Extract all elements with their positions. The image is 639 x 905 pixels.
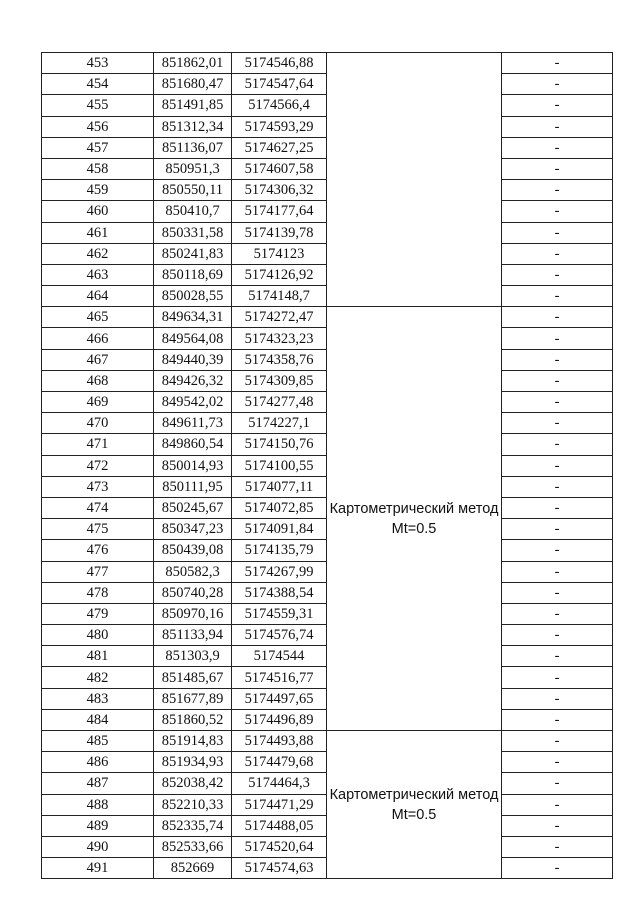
note-cell: - <box>502 53 613 74</box>
note-cell: - <box>502 667 613 688</box>
note-cell: - <box>502 158 613 179</box>
table-row <box>42 53 613 74</box>
y-coordinate-cell: 5174471,29 <box>232 794 327 815</box>
y-coordinate-cell: 5174277,48 <box>232 392 327 413</box>
y-coordinate-cell: 5174544 <box>232 646 327 667</box>
note-cell: - <box>502 603 613 624</box>
method-cell <box>327 731 502 879</box>
y-coordinate-cell: 5174123 <box>232 243 327 264</box>
point-number-cell: 478 <box>42 582 154 603</box>
point-number-cell: 454 <box>42 74 154 95</box>
y-coordinate-cell: 5174177,64 <box>232 201 327 222</box>
note-cell: - <box>502 180 613 201</box>
point-number-cell: 479 <box>42 603 154 624</box>
note-cell: - <box>502 201 613 222</box>
x-coordinate-cell: 850118,69 <box>154 264 232 285</box>
point-number-cell: 481 <box>42 646 154 667</box>
point-number-cell: 480 <box>42 625 154 646</box>
x-coordinate-cell: 851312,34 <box>154 116 232 137</box>
y-coordinate-cell: 5174077,11 <box>232 476 327 497</box>
y-coordinate-cell: 5174479,68 <box>232 752 327 773</box>
x-coordinate-cell: 850582,3 <box>154 561 232 582</box>
x-coordinate-cell: 849611,73 <box>154 413 232 434</box>
point-number-cell: 483 <box>42 688 154 709</box>
x-coordinate-cell: 849860,54 <box>154 434 232 455</box>
x-coordinate-cell: 851862,01 <box>154 53 232 74</box>
y-coordinate-cell: 5174072,85 <box>232 497 327 518</box>
point-number-cell: 467 <box>42 349 154 370</box>
note-cell: - <box>502 582 613 603</box>
note-cell: - <box>502 434 613 455</box>
note-cell: - <box>502 95 613 116</box>
y-coordinate-cell: 5174135,79 <box>232 540 327 561</box>
note-cell: - <box>502 709 613 730</box>
point-number-cell: 465 <box>42 307 154 328</box>
note-cell: - <box>502 243 613 264</box>
point-number-cell: 469 <box>42 392 154 413</box>
y-coordinate-cell: 5174566,4 <box>232 95 327 116</box>
y-coordinate-cell: 5174593,29 <box>232 116 327 137</box>
y-coordinate-cell: 5174267,99 <box>232 561 327 582</box>
point-number-cell: 457 <box>42 137 154 158</box>
point-number-cell: 484 <box>42 709 154 730</box>
note-cell: - <box>502 455 613 476</box>
point-number-cell: 487 <box>42 773 154 794</box>
note-cell: - <box>502 370 613 391</box>
point-number-cell: 490 <box>42 836 154 857</box>
note-cell: - <box>502 561 613 582</box>
y-coordinate-cell: 5174464,3 <box>232 773 327 794</box>
x-coordinate-cell: 849542,02 <box>154 392 232 413</box>
y-coordinate-cell: 5174559,31 <box>232 603 327 624</box>
note-cell: - <box>502 752 613 773</box>
y-coordinate-cell: 5174126,92 <box>232 264 327 285</box>
method-name: Картометрический метод <box>329 500 499 517</box>
y-coordinate-cell: 5174493,88 <box>232 731 327 752</box>
y-coordinate-cell: 5174574,63 <box>232 858 327 879</box>
x-coordinate-cell: 850951,3 <box>154 158 232 179</box>
point-number-cell: 455 <box>42 95 154 116</box>
method-name: Картометрический метод <box>329 786 499 803</box>
note-cell: - <box>502 815 613 836</box>
point-number-cell: 491 <box>42 858 154 879</box>
x-coordinate-cell: 851680,47 <box>154 74 232 95</box>
x-coordinate-cell: 851485,67 <box>154 667 232 688</box>
y-coordinate-cell: 5174150,76 <box>232 434 327 455</box>
note-cell: - <box>502 116 613 137</box>
point-number-cell: 485 <box>42 731 154 752</box>
y-coordinate-cell: 5174607,58 <box>232 158 327 179</box>
x-coordinate-cell: 851136,07 <box>154 137 232 158</box>
point-number-cell: 488 <box>42 794 154 815</box>
y-coordinate-cell: 5174309,85 <box>232 370 327 391</box>
note-cell: - <box>502 264 613 285</box>
note-cell: - <box>502 836 613 857</box>
x-coordinate-cell: 851133,94 <box>154 625 232 646</box>
x-coordinate-cell: 850014,93 <box>154 455 232 476</box>
note-cell: - <box>502 731 613 752</box>
x-coordinate-cell: 852038,42 <box>154 773 232 794</box>
y-coordinate-cell: 5174516,77 <box>232 667 327 688</box>
note-cell: - <box>502 137 613 158</box>
point-number-cell: 458 <box>42 158 154 179</box>
x-coordinate-cell: 850241,83 <box>154 243 232 264</box>
note-cell: - <box>502 413 613 434</box>
note-cell: - <box>502 519 613 540</box>
x-coordinate-cell: 849634,31 <box>154 307 232 328</box>
point-number-cell: 456 <box>42 116 154 137</box>
method-cell <box>327 53 502 307</box>
x-coordinate-cell: 850347,23 <box>154 519 232 540</box>
point-number-cell: 471 <box>42 434 154 455</box>
y-coordinate-cell: 5174520,64 <box>232 836 327 857</box>
x-coordinate-cell: 852335,74 <box>154 815 232 836</box>
x-coordinate-cell: 850550,11 <box>154 180 232 201</box>
x-coordinate-cell: 849564,08 <box>154 328 232 349</box>
x-coordinate-cell: 850439,08 <box>154 540 232 561</box>
y-coordinate-cell: 5174323,23 <box>232 328 327 349</box>
x-coordinate-cell: 850245,67 <box>154 497 232 518</box>
point-number-cell: 460 <box>42 201 154 222</box>
x-coordinate-cell: 850740,28 <box>154 582 232 603</box>
point-number-cell: 475 <box>42 519 154 540</box>
table-row <box>42 307 613 328</box>
point-number-cell: 453 <box>42 53 154 74</box>
y-coordinate-cell: 5174306,32 <box>232 180 327 201</box>
note-cell: - <box>502 328 613 349</box>
x-coordinate-cell: 852669 <box>154 858 232 879</box>
y-coordinate-cell: 5174576,74 <box>232 625 327 646</box>
note-cell: - <box>502 392 613 413</box>
x-coordinate-cell: 850028,55 <box>154 286 232 307</box>
y-coordinate-cell: 5174546,88 <box>232 53 327 74</box>
point-number-cell: 466 <box>42 328 154 349</box>
x-coordinate-cell: 851677,89 <box>154 688 232 709</box>
point-number-cell: 473 <box>42 476 154 497</box>
x-coordinate-cell: 852210,33 <box>154 794 232 815</box>
method-cell <box>327 307 502 731</box>
point-number-cell: 464 <box>42 286 154 307</box>
point-number-cell: 476 <box>42 540 154 561</box>
point-number-cell: 459 <box>42 180 154 201</box>
note-cell: - <box>502 307 613 328</box>
point-number-cell: 463 <box>42 264 154 285</box>
point-number-cell: 470 <box>42 413 154 434</box>
y-coordinate-cell: 5174100,55 <box>232 455 327 476</box>
note-cell: - <box>502 688 613 709</box>
y-coordinate-cell: 5174358,76 <box>232 349 327 370</box>
y-coordinate-cell: 5174497,65 <box>232 688 327 709</box>
y-coordinate-cell: 5174547,64 <box>232 74 327 95</box>
point-number-cell: 489 <box>42 815 154 836</box>
y-coordinate-cell: 5174627,25 <box>232 137 327 158</box>
table-row <box>42 731 613 752</box>
point-number-cell: 472 <box>42 455 154 476</box>
point-number-cell: 486 <box>42 752 154 773</box>
x-coordinate-cell: 850111,95 <box>154 476 232 497</box>
y-coordinate-cell: 5174496,89 <box>232 709 327 730</box>
point-number-cell: 468 <box>42 370 154 391</box>
method-accuracy: Mt=0.5 <box>391 806 437 823</box>
point-number-cell: 477 <box>42 561 154 582</box>
note-cell: - <box>502 773 613 794</box>
note-cell: - <box>502 497 613 518</box>
x-coordinate-cell: 851303,9 <box>154 646 232 667</box>
note-cell: - <box>502 646 613 667</box>
point-number-cell: 482 <box>42 667 154 688</box>
y-coordinate-cell: 5174148,7 <box>232 286 327 307</box>
point-number-cell: 461 <box>42 222 154 243</box>
note-cell: - <box>502 349 613 370</box>
x-coordinate-cell: 851860,52 <box>154 709 232 730</box>
note-cell: - <box>502 286 613 307</box>
x-coordinate-cell: 851914,83 <box>154 731 232 752</box>
note-cell: - <box>502 476 613 497</box>
note-cell: - <box>502 858 613 879</box>
y-coordinate-cell: 5174488,05 <box>232 815 327 836</box>
y-coordinate-cell: 5174272,47 <box>232 307 327 328</box>
point-number-cell: 474 <box>42 497 154 518</box>
y-coordinate-cell: 5174139,78 <box>232 222 327 243</box>
note-cell: - <box>502 222 613 243</box>
point-number-cell: 462 <box>42 243 154 264</box>
y-coordinate-cell: 5174227,1 <box>232 413 327 434</box>
note-cell: - <box>502 74 613 95</box>
x-coordinate-cell: 851491,85 <box>154 95 232 116</box>
note-cell: - <box>502 625 613 646</box>
note-cell: - <box>502 794 613 815</box>
y-coordinate-cell: 5174388,54 <box>232 582 327 603</box>
note-cell: - <box>502 540 613 561</box>
x-coordinate-cell: 849440,39 <box>154 349 232 370</box>
y-coordinate-cell: 5174091,84 <box>232 519 327 540</box>
x-coordinate-cell: 850410,7 <box>154 201 232 222</box>
x-coordinate-cell: 849426,32 <box>154 370 232 391</box>
x-coordinate-cell: 852533,66 <box>154 836 232 857</box>
x-coordinate-cell: 850331,58 <box>154 222 232 243</box>
x-coordinate-cell: 851934,93 <box>154 752 232 773</box>
coordinates-table-body <box>42 53 613 879</box>
coordinates-table <box>41 52 613 879</box>
method-accuracy: Mt=0.5 <box>391 520 437 537</box>
x-coordinate-cell: 850970,16 <box>154 603 232 624</box>
